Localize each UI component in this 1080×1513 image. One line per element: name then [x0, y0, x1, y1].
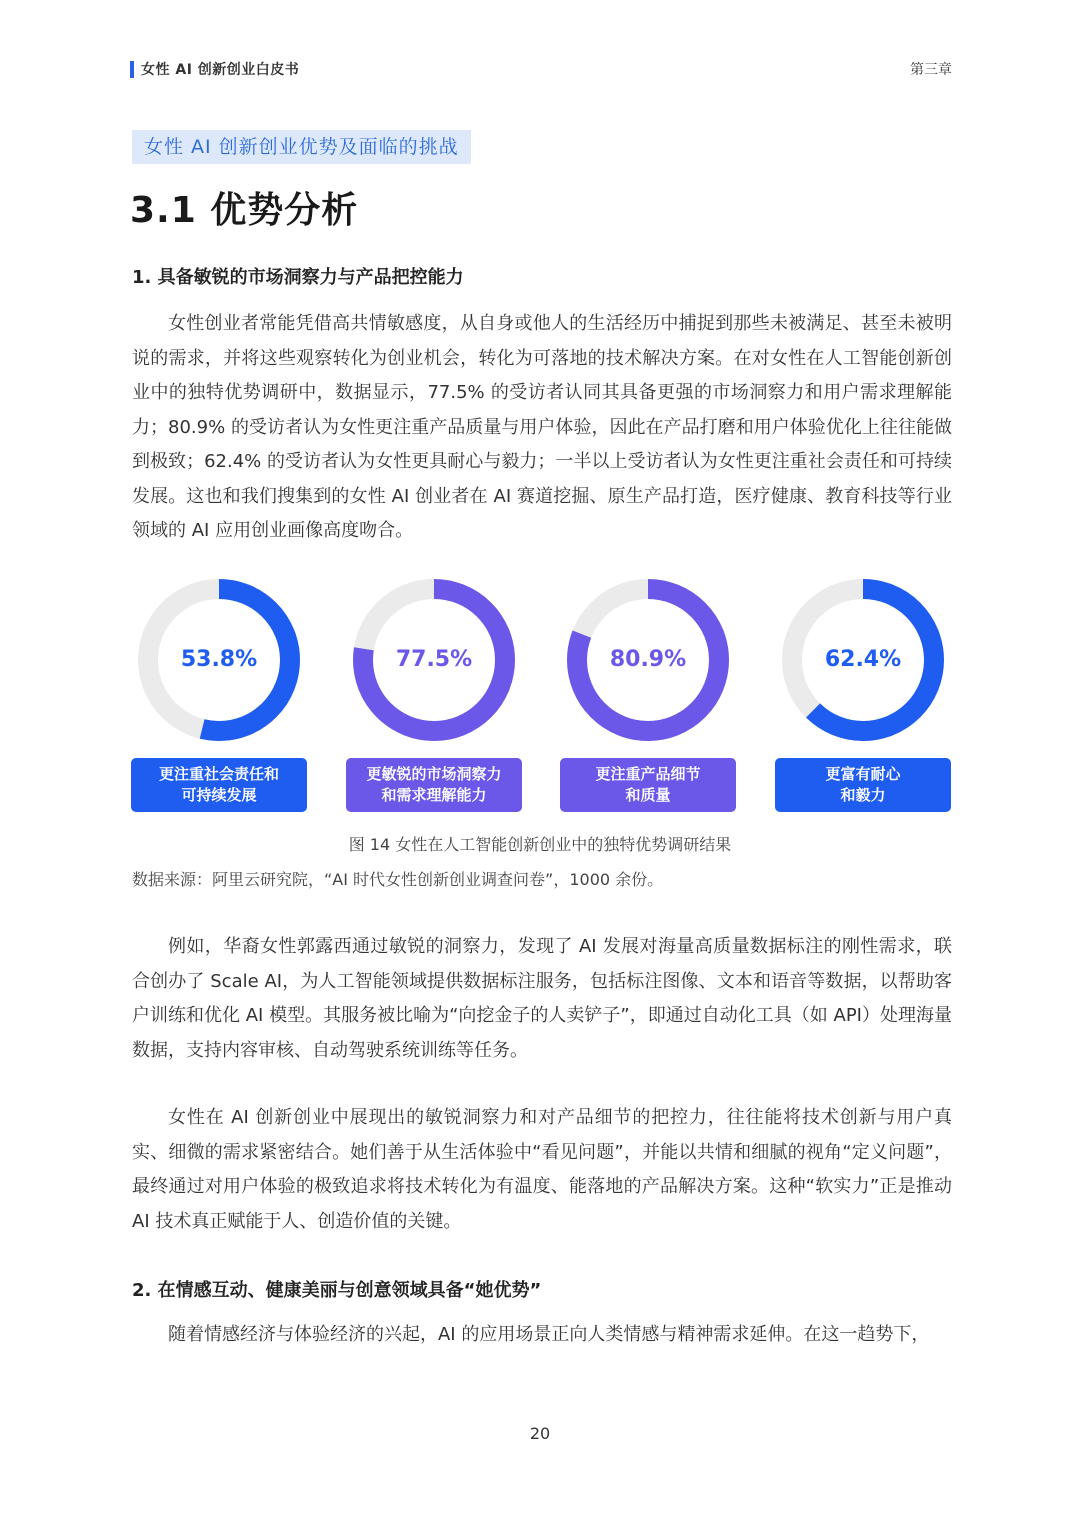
figure-caption: 图 14 女性在人工智能创新创业中的独特优势调研结果 — [348, 835, 732, 854]
category-label-line: 更敏锐的市场洞察力 — [366, 765, 502, 783]
category-label-line: 和需求理解能力 — [381, 786, 487, 804]
subheading-1: 1. 具备敏锐的市场洞察力与产品把控能力 — [132, 267, 464, 288]
donut-chart-3 — [563, 575, 733, 745]
donut-value-label: 53.8% — [180, 647, 258, 672]
donut-chart-2 — [349, 575, 519, 745]
donut-value-label: 77.5% — [395, 647, 473, 672]
donut-category-label — [131, 758, 307, 812]
header-accent-bar — [130, 61, 134, 78]
paragraph-2: 例如，华裔女性郭露西通过敏锐的洞察力，发现了 AI 发展对海量高质量数据标注的刚性需求，联合创办了 Scale AI，为人工智能领域提供数据标注服务，包括标注图像、文本和语音等数据，以帮助客户训练和优化 AI 模型。其服务被比喻为“向挖金子的人卖铲子”，即通过自动化工具（如 API）处理海量数据，支持内容审核、自动驾驶系统训练等任务。 — [132, 936, 952, 1061]
paragraph-4: 随着情感经济与体验经济的兴起，AI 的应用场景正向人类情感与精神需求延伸。在这一趋势下， — [168, 1324, 930, 1345]
category-label-line: 更注重社会责任和 — [158, 765, 279, 783]
data-source: 数据来源：阿里云研究院，“AI 时代女性创新创业调查问卷”，1000 余份。 — [132, 870, 664, 889]
donut-value-label: 80.9% — [609, 647, 687, 672]
header-title: 女性 AI 创新创业白皮书 — [141, 62, 300, 78]
paragraph-3: 女性在 AI 创新创业中展现出的敏锐洞察力和对产品细节的把控力，往往能将技术创新与用户真实、细微的需求紧密结合。她们善于从生活体验中“看见问题”，并能以共情和细腻的视角“定义问题”，最终通过对用户体验的极致追求将技术转化为有温度、能落地的产品解决方案。这种“软实力”正是推动 AI 技术真正赋能于人、创造价值的关键。 — [132, 1107, 952, 1232]
page-number: 20 — [529, 1424, 551, 1443]
header-chapter: 第三章 — [910, 62, 952, 78]
category-label-line: 和质量 — [625, 786, 671, 804]
donut-category-label — [560, 758, 736, 812]
donut-category-label — [775, 758, 951, 812]
category-label-line: 更注重产品细节 — [595, 765, 701, 783]
category-label-line: 和毅力 — [840, 786, 886, 804]
donut-value-label: 62.4% — [824, 647, 902, 672]
category-label-line: 更富有耐心 — [825, 765, 901, 783]
section-tag: 女性 AI 创新创业优势及面临的挑战 — [132, 130, 471, 164]
subheading-2: 2. 在情感互动、健康美丽与创意领域具备“她优势” — [132, 1280, 542, 1301]
donut-category-label — [346, 758, 522, 812]
donut-chart-1 — [134, 575, 304, 745]
page-heading: 3.1 优势分析 — [130, 190, 359, 231]
paragraph-1: 女性创业者常能凭借高共情敏感度，从自身或他人的生活经历中捕捉到那些未被满足、甚至未被明说的需求，并将这些观察转化为创业机会，转化为可落地的技术解决方案。在对女性在人工智能创新创业中的独特优势调研中，数据显示，77.5% 的受访者认同其具备更强的市场洞察力和用户需求理解能力；80.9% 的受访者认为女性更注重产品质量与用户体验，因此在产品打磨和用户体验优化上往往能做到极致；62.4% 的受访者认为女性更具耐心与毅力；一半以上受访者认为女性更注重社会责任和可持续发展。这也和我们搜集到的女性 AI 创业者在 AI 赛道挖掘、原生产品打造，医疗健康、教育科技等行业领域的 AI 应用创业画像高度吻合。 — [132, 313, 952, 541]
category-label-line: 可持续发展 — [181, 786, 257, 804]
donut-chart-4 — [778, 575, 948, 745]
donut-chart-figure — [0, 575, 1080, 825]
